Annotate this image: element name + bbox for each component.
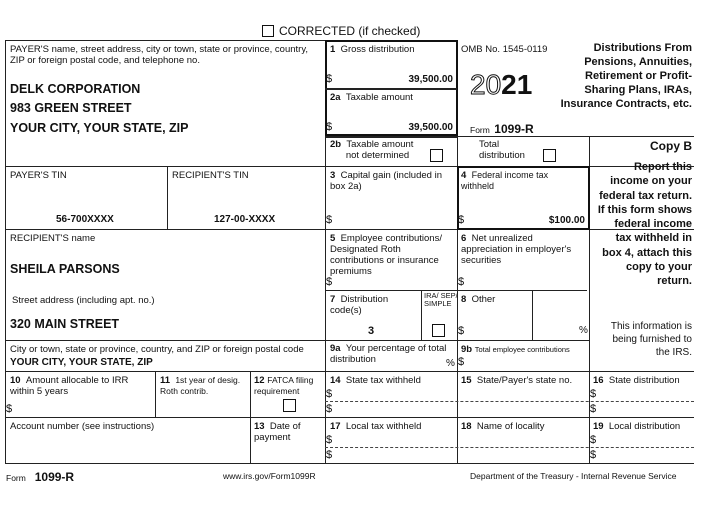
box17-currency-2: $ [326, 449, 333, 461]
box9a-label: 9a Your percentage of total distribution [330, 343, 447, 365]
total-distribution-label: Total distribution [479, 139, 525, 161]
form-name: Form 1099-R [470, 122, 534, 136]
box7-value: 3 [368, 325, 375, 337]
box10-label: 10 Amount allocable to IRR within 5 years [10, 375, 129, 397]
box15-label: 15 State/Payer's state no. [461, 375, 573, 386]
recipient-name-label: RECIPIENT'S name [10, 233, 96, 244]
box13-label: 13 Date of payment [254, 421, 301, 443]
box9b-label: 9b Total employee contributions [461, 344, 570, 355]
payer-name: DELK CORPORATION [10, 82, 141, 96]
box7-label: 7 Distribution code(s) [330, 294, 389, 316]
recipient-city: YOUR CITY, YOUR STATE, ZIP [10, 357, 153, 368]
box4-currency: $ [458, 214, 465, 226]
box2b-label: 2b Taxable amount not determined [330, 139, 414, 161]
form-title: Distributions From Pensions, Annuities, Retirement or Profit-Sharing Plans, IRAs, Insurance Contracts, etc. [560, 42, 692, 110]
box12-label: 12 FATCA filing requirement [254, 375, 314, 396]
box4-label: 4 Federal income tax withheld [461, 170, 549, 191]
payer-tin-value: 56-700XXXX [56, 214, 114, 225]
box8-label: 8 Other [461, 294, 496, 305]
box3-label: 3 Capital gain (included in box 2a) [330, 170, 442, 192]
box19-currency-2: $ [590, 449, 597, 461]
box2b-checkbox[interactable] [430, 149, 443, 162]
footer-dept: Department of the Treasury - Internal Revenue Service [470, 471, 677, 481]
account-label: Account number (see instructions) [10, 421, 155, 432]
box17-label: 17 Local tax withheld [330, 421, 422, 432]
recipient-city-label: City or town, state or province, country, and ZIP or foreign postal code [10, 344, 304, 355]
box16-currency-2: $ [590, 403, 597, 415]
payer-city: YOUR CITY, YOUR STATE, ZIP [10, 121, 189, 135]
copy-instructions: Report this income on your federal tax return. If this form shows federal income tax withheld in box 4, attach this copy to your return. [597, 161, 692, 288]
ira-sep-simple-checkbox[interactable] [432, 324, 445, 337]
box10-currency: $ [6, 403, 13, 415]
box8-percent: % [579, 325, 588, 336]
recipient-tin-label: RECIPIENT'S TIN [172, 170, 249, 181]
box2a-currency: $ [326, 121, 333, 133]
box16-label: 16 State distribution [593, 375, 680, 386]
box19-currency-1: $ [590, 434, 597, 446]
ira-sep-simple-label: IRA/ SEP/ SIMPLE [424, 291, 458, 308]
footer-url: www.irs.gov/Form1099R [223, 471, 316, 481]
omb-number: OMB No. 1545-0119 [461, 44, 548, 55]
recipient-street-label: Street address (including apt. no.) [12, 295, 155, 306]
box2a-label: 2a Taxable amount [330, 92, 413, 103]
recipient-street: 320 MAIN STREET [10, 317, 120, 331]
box1-label: 1 Gross distribution [330, 44, 415, 55]
box6-currency: $ [458, 276, 465, 288]
fatca-checkbox[interactable] [283, 399, 296, 412]
payer-label: PAYER'S name, street address, city or town, state or province, country, ZIP or foreign postal code, and telephone no. [10, 44, 309, 66]
total-distribution-checkbox[interactable] [543, 149, 556, 162]
copy-title: Copy B [650, 139, 692, 153]
corrected-checkbox[interactable] [262, 25, 274, 37]
box16-currency-1: $ [590, 388, 597, 400]
box6-label: 6 Net unrealized appreciation in employer's securities [461, 233, 572, 266]
box1-currency: $ [326, 73, 333, 85]
corrected-label: CORRECTED (if checked) [279, 24, 421, 38]
box9a-percent: % [446, 358, 455, 369]
box14-currency-2: $ [326, 403, 333, 415]
box5-label: 5 Employee contributions/ Designated Roth contributions or insurance premiums [330, 233, 442, 277]
box18-label: 18 Name of locality [461, 421, 545, 432]
box14-label: 14 State tax withheld [330, 375, 421, 386]
box11-label: 11 1st year of desig. Roth contrib. [160, 375, 241, 396]
recipient-tin-value: 127-00-XXXX [214, 214, 276, 225]
box17-currency-1: $ [326, 434, 333, 446]
box14-currency-1: $ [326, 388, 333, 400]
box8-currency: $ [458, 325, 465, 337]
tax-year: 2021 [470, 69, 533, 100]
box3-currency: $ [326, 214, 333, 226]
box4-value: $100.00 [548, 215, 585, 226]
box1-value: 39,500.00 [408, 74, 453, 85]
box2a-value: 39,500.00 [408, 122, 453, 133]
copy-note: This information is being furnished to the IRS. [610, 321, 692, 358]
box9b-currency: $ [458, 356, 465, 368]
box19-label: 19 Local distribution [593, 421, 681, 432]
box5-currency: $ [326, 276, 333, 288]
recipient-name: SHEILA PARSONS [10, 262, 120, 276]
payer-street: 983 GREEN STREET [10, 101, 132, 115]
payer-tin-label: PAYER'S TIN [10, 170, 67, 181]
footer-form-name: Form 1099-R [6, 470, 75, 484]
